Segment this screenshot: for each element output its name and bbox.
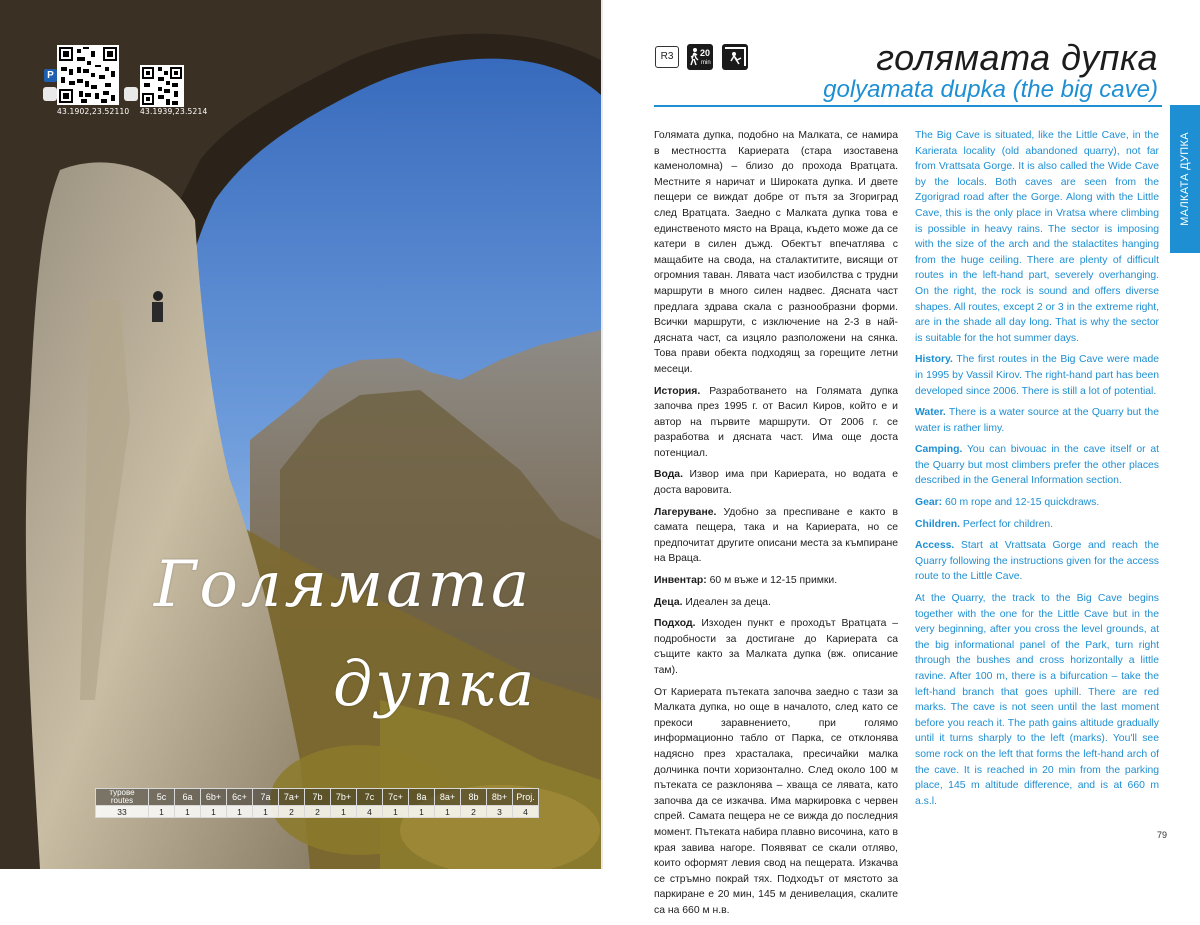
en-paragraph: Water. There is a water source at the Quarry but the water is rather limy. bbox=[915, 407, 1159, 434]
qr1-coordinates: 43.1902,23.52110 bbox=[57, 107, 130, 116]
bg-paragraph: Инвентар: 60 м въже и 12-15 примки. bbox=[654, 575, 838, 587]
grade-cell: 7b bbox=[305, 789, 331, 806]
cave-landscape-image bbox=[0, 0, 601, 869]
phone-icon-2 bbox=[124, 87, 138, 101]
chapter-side-tab[interactable] bbox=[1170, 105, 1200, 253]
grade-cell: 7a+ bbox=[279, 789, 305, 806]
grade-count: 1 bbox=[175, 806, 201, 818]
grade-count: 1 bbox=[383, 806, 409, 818]
overhang-climber-icon bbox=[722, 44, 748, 70]
bg-paragraph: От Кариерата пътеката започва заедно с тази за Малката дупка, но още в началото, след като се прекоси заравнението, при голямо информационно табло от Парка, се отклонява надясно през храсталака, пресичайки малка долчинка почти хоризонтално. След около 100 м пътеката се разклонява – хваща се лявата, като започва да се изкачва. Има маркировка с червен спрей. Самата пещера не се вижда до последния момент. Пътеката набира плавно височина, като в края завива нагоре. Появяват се скали отляво, които оформят левия свод на пещерата. Изкачва се стръмно покрай тях. Подходът от мястото за паркиране е 20 мин, 145 м денивелация, скалите са на 660 м н.в. bbox=[654, 686, 898, 916]
grade-cell: 6a bbox=[175, 789, 201, 806]
routes-label: турове routes bbox=[96, 789, 149, 806]
en-paragraph: Gear: 60 m rope and 12-15 quickdraws. bbox=[915, 497, 1100, 509]
grade-count: 1 bbox=[201, 806, 227, 818]
en-paragraph: The Big Cave is situated, like the Little Cave, in the Karierata locality (old abandoned quarry), not far from Vrattsata Gorge. It is also called the Wide Cave by the locals. Both caves are seen from the Zgorigrad road after the Gorge. Along with the Little Cave, this is the only place in Vratsa where climbing is possible in heavy rains. The sector is imposing with the size of the arch and the stalactites hanging from the huge ceiling. There are plenty of difficult routes in the left-hand part, severely overhanging. On the right, the rock is sound and offers diverse shapes. All routes, except 2 or 3 in the extreme right, are in the shade all day long. That is why the sector is suitable for the hot summer days. bbox=[915, 130, 1159, 344]
grade-cell: 8b bbox=[461, 789, 487, 806]
cover-photo bbox=[0, 0, 601, 869]
sector-title-en: golyamata dupka (the big cave) bbox=[823, 76, 1158, 103]
en-paragraph: Children. Perfect for children. bbox=[915, 518, 1054, 530]
grades-header-row bbox=[96, 789, 539, 806]
grades-table bbox=[95, 788, 539, 818]
bg-paragraph: Голямата дупка, подобно на Малката, се намира в местността Кариерата (стара изоставена каменоломна) – близо до прохода Вратцата. Местните я наричат и Широката дупка. И двете пещери се виждат добре от пътя за Згориград след Вратцата. Заедно с Малката дупка това е единственото място на Враца, където може да се катери в силен дъжд. Обектът впечатлява с мащабите на свода, на сталактитите, висящи от огромния таван. Лявата част изобилства с трудни маршрути в много силен надвес. Дясната част предлага здрава скала с разнообразни форми. Всички маршрути, с изключение на 2-3 в най-дясната част, са изцяло разположени на сянка. Това прави обекта подходящ за горещите летни месеци. bbox=[654, 130, 898, 375]
routes-total: 33 bbox=[96, 806, 149, 818]
english-text-column bbox=[915, 128, 1159, 815]
qr-code-crag[interactable] bbox=[140, 65, 184, 107]
approach-unit: min bbox=[701, 60, 711, 66]
grade-cell: 6c+ bbox=[227, 789, 253, 806]
bulgarian-text-column bbox=[654, 128, 898, 925]
grade-count: 4 bbox=[357, 806, 383, 818]
cover-title-line2: дупка bbox=[333, 647, 538, 720]
approach-walk-icon bbox=[687, 44, 713, 70]
side-tab-label: МАЛКАТА ДУПКА bbox=[1179, 132, 1191, 226]
grade-count: 1 bbox=[227, 806, 253, 818]
title-rule bbox=[654, 105, 1162, 107]
bg-paragraph: Деца. Идеален за деца. bbox=[654, 596, 771, 608]
grade-count: 2 bbox=[279, 806, 305, 818]
grade-cell: 5c bbox=[149, 789, 175, 806]
sector-title-bg: голямата дупка bbox=[876, 37, 1158, 78]
page-number: 79 bbox=[1157, 830, 1168, 840]
grade-count: 1 bbox=[435, 806, 461, 818]
grade-count: 1 bbox=[253, 806, 279, 818]
grade-count: 4 bbox=[513, 806, 539, 818]
parking-icon: P bbox=[44, 69, 57, 82]
grade-cell: 8a bbox=[409, 789, 435, 806]
grade-count: 1 bbox=[331, 806, 357, 818]
grade-cell: 7c bbox=[357, 789, 383, 806]
en-paragraph: History. The first routes in the Big Cave were made in 1995 by Vassil Kirov. The right-hand part has been developed since 2006. There is still a lot of potential. bbox=[915, 354, 1160, 397]
grade-cell: 7b+ bbox=[331, 789, 357, 806]
grade-cell: Proj. bbox=[513, 789, 539, 806]
grade-count: 1 bbox=[149, 806, 175, 818]
rock-type-badge: R3 bbox=[655, 46, 679, 68]
bg-paragraph: Вода. Извор има при Кариерата, но водата е доста варовита. bbox=[654, 469, 898, 497]
grade-cell: 8b+ bbox=[487, 789, 513, 806]
grade-count: 2 bbox=[305, 806, 331, 818]
en-paragraph: Access. Start at Vrattsata Gorge and reach the Quarry following the instructions given for the access route to the Little Cave. bbox=[915, 540, 1159, 583]
grade-cell: 7a bbox=[253, 789, 279, 806]
grade-count: 2 bbox=[461, 806, 487, 818]
grades-count-row bbox=[96, 806, 539, 818]
bg-paragraph: Лагеруване. Удобно за преспиване е както в самата пещера, така и на Кариерата, но се предпочитат другите описани места за къмпиране на Враца. bbox=[654, 506, 898, 565]
phone-icon bbox=[43, 87, 57, 101]
approach-minutes: 20 bbox=[700, 48, 711, 58]
grade-cell: 7c+ bbox=[383, 789, 409, 806]
grade-cell: 8a+ bbox=[435, 789, 461, 806]
qr2-coordinates: 43.1939,23.5214 bbox=[140, 107, 208, 116]
bg-paragraph: Подход. Изходен пункт е проходът Вратцата – подробности за достигане до Кариерата са същите както за Малката дупка (вж. описание там). bbox=[654, 618, 899, 676]
bg-paragraph: История. Разработването на Голямата дупка започва през 1995 г. от Васил Киров, който е и автор на първите маршрути. От 2006 г. се разработва и дясната част. Има още доста потенциал. bbox=[654, 385, 898, 459]
qr-code-parking[interactable] bbox=[57, 45, 119, 105]
page-gutter bbox=[601, 0, 603, 869]
en-paragraph: Camping. You can bivouac in the cave itself or at the Quarry but most climbers prefer the other places described in the General Information section. bbox=[915, 444, 1159, 487]
grade-count: 3 bbox=[487, 806, 513, 818]
grade-cell: 6b+ bbox=[201, 789, 227, 806]
grade-count: 1 bbox=[409, 806, 435, 818]
cover-title-line1: Голямата bbox=[154, 548, 533, 622]
en-paragraph: At the Quarry, the track to the Big Cave begins together with the one for the Little Cave but in the very beginning, after you cross the level grounds, at the big informational panel of the Park, turn right through the bushes and cross horizontally a little ravine. After 100 m, there is a bifurcation – take the left-hand branch that goes uphill. There are red marks. The cave is not seen until the last moment before you reach it. The path gains altitude gradually until it turns sharply to the left (marks). You'll see some rock on the left that forms the left-hand arch of the cave. It is reached in 20 min from the parking place, 145 m altitude difference, and is at 660 m a.s.l. bbox=[915, 593, 1159, 807]
